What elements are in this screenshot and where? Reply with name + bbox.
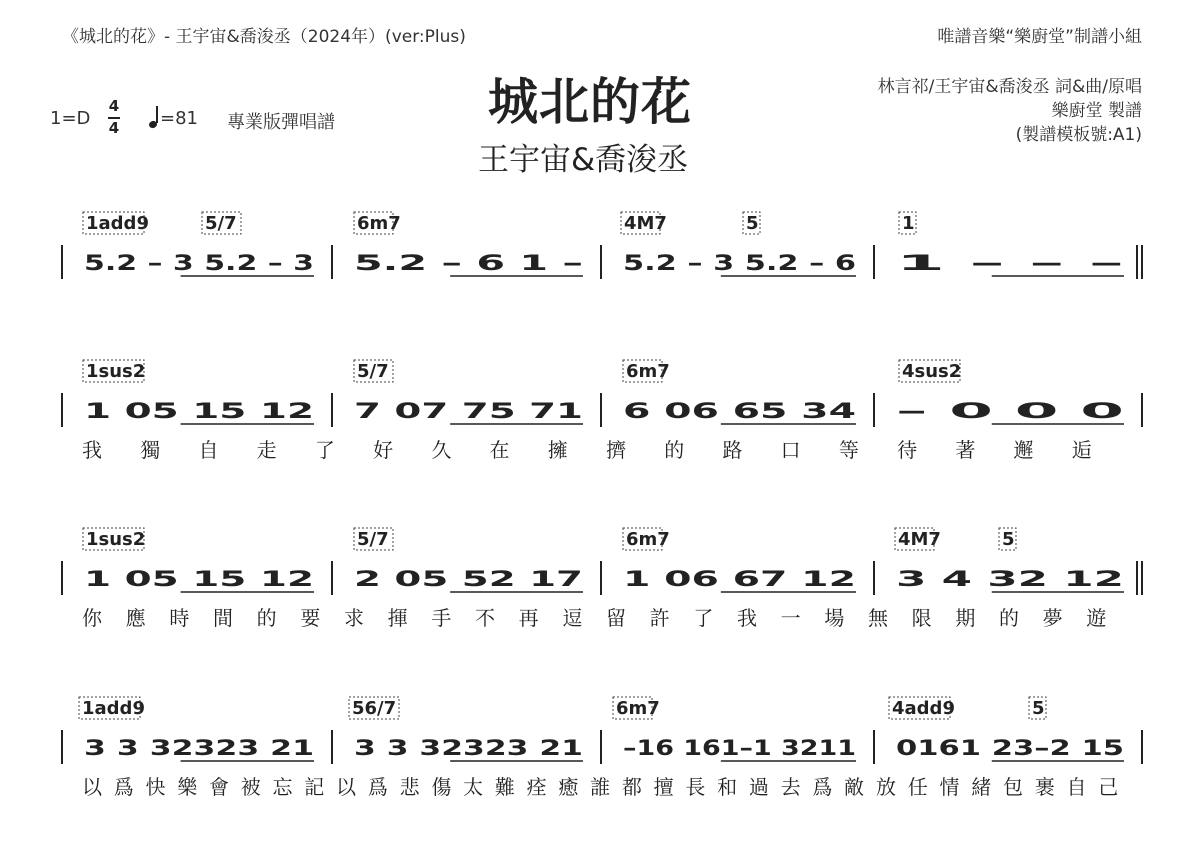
song-title: 城北的花	[488, 73, 692, 131]
chord-symbol: 5/7	[357, 529, 389, 550]
lyric-char: 了	[314, 438, 335, 462]
lyric-char: 快	[145, 775, 166, 799]
lyric-char: 著	[955, 438, 976, 462]
chord-symbol: 4sus2	[902, 361, 962, 382]
lyric-char: 要	[300, 606, 321, 630]
lyric-char: 忘	[272, 775, 293, 799]
lyric-char: 以	[336, 775, 357, 799]
lyric-char: 逗	[562, 606, 583, 630]
measure-notes: 1 – – –	[896, 251, 1124, 275]
measure-notes: – 0 0 0	[896, 399, 1124, 423]
chord-symbol: 56/7	[352, 698, 397, 719]
chord-symbol: 6m7	[626, 529, 670, 550]
lyric-char: 走	[256, 438, 277, 462]
lyric-char: 太	[463, 775, 484, 799]
lyric-char: 擅	[653, 775, 674, 799]
time-signature-top: 4	[108, 97, 120, 115]
chord-symbol: 4M7	[624, 213, 667, 234]
lyric-char: 手	[431, 606, 452, 630]
lyric-char: 自	[198, 438, 219, 462]
chord-symbol: 1sus2	[86, 361, 146, 382]
lyric-char: 會	[209, 775, 230, 799]
lyric-char: 再	[518, 606, 539, 630]
chord-symbol: 5	[746, 213, 759, 234]
edition-label: 專業版彈唱譜	[227, 112, 335, 133]
lyric-char: 不	[475, 606, 495, 630]
chord-symbol: 5/7	[357, 361, 389, 382]
lyric-char: 長	[685, 775, 706, 799]
measure-notes: 3 3 32323 21	[84, 736, 314, 760]
lyric-char: 去	[780, 775, 801, 799]
lyric-char: 了	[693, 606, 714, 630]
lyric-char: 自	[1066, 775, 1087, 799]
lyric-char: 求	[344, 606, 364, 630]
lyric-char: 期	[955, 606, 976, 630]
chord-symbol: 1	[902, 213, 915, 234]
credit-line-3: (製譜模板號:A1)	[1015, 125, 1142, 145]
measure-notes: 0161 23–2 15	[896, 736, 1124, 760]
lyric-char: 包	[1002, 775, 1023, 799]
lyric-char: 口	[780, 438, 801, 462]
lyric-char: 擠	[606, 438, 626, 462]
lyric-char: 邂	[1013, 438, 1034, 462]
lyric-char: 限	[911, 606, 932, 630]
lyric-char: 爲	[113, 775, 134, 799]
lyric-char: 一	[780, 606, 801, 630]
lyric-char: 我	[737, 606, 757, 630]
chord-symbol: 5/7	[205, 213, 237, 234]
lyric-char: 緒	[971, 775, 992, 799]
measure-notes: 6 06 65 34	[623, 399, 856, 423]
lyric-char: 悲	[399, 775, 420, 799]
lyric-char: 好	[373, 438, 394, 462]
lyric-char: 爲	[812, 775, 833, 799]
lyric-char: 無	[868, 606, 888, 630]
measure-notes: 3 3 32323 21	[354, 736, 583, 760]
lyric-char: 以	[82, 775, 102, 799]
lyric-char: 任	[907, 775, 928, 799]
lyric-char: 你	[82, 606, 102, 630]
lyric-char: 的	[999, 606, 1019, 630]
lyric-char: 傷	[431, 775, 452, 799]
lyric-char: 敵	[844, 775, 865, 799]
chord-symbol: 1add9	[82, 698, 145, 719]
lyric-char: 獨	[140, 438, 161, 462]
lyric-char: 在	[489, 438, 510, 462]
lyric-char: 樂	[177, 775, 198, 799]
lyric-char: 待	[897, 438, 918, 462]
time-signature-bottom: 4	[108, 119, 120, 137]
lyric-char: 放	[875, 775, 896, 799]
lyric-char: 裹	[1034, 775, 1055, 799]
key-signature: 1=D	[50, 108, 91, 129]
lyric-char: 時	[169, 606, 190, 630]
lyric-char: 癒	[558, 775, 579, 799]
header-left: 《城北的花》- 王宇宙&喬浚丞（2024年）(ver:Plus)	[62, 27, 466, 47]
lyric-char: 許	[649, 606, 670, 630]
measure-notes: 1 05 15 12	[84, 399, 314, 423]
measure-notes: 5.2 – 3 5.2 – 3	[84, 251, 314, 275]
lyric-char: 被	[240, 775, 261, 799]
singers: 王宇宙&喬浚丞	[478, 142, 689, 178]
lyric-char: 和	[717, 775, 738, 799]
lyric-char: 痊	[526, 775, 547, 799]
credit-line-1: 林言祁/王宇宙&喬浚丞 詞&曲/原唱	[877, 77, 1142, 97]
lyric-char: 留	[606, 606, 626, 630]
chord-symbol: 5	[1002, 529, 1015, 550]
measure-notes: 7 07 75 71	[354, 399, 583, 423]
measure-notes: 5.2 – 6 1 –	[354, 251, 583, 275]
chord-symbol: 6m7	[357, 213, 401, 234]
lyric-char: 等	[838, 438, 859, 462]
lyric-char: 己	[1098, 775, 1119, 799]
measure-notes: 1 05 15 12	[84, 567, 314, 591]
lyric-char: 逅	[1071, 438, 1092, 462]
header-right: 唯譜音樂“樂廚堂”制譜小組	[937, 27, 1142, 47]
chord-symbol: 1add9	[86, 213, 149, 234]
lyric-char: 難	[494, 775, 515, 799]
measure-notes: 3 4 32 12	[896, 567, 1124, 591]
lyric-char: 應	[125, 606, 146, 630]
chord-symbol: 4add9	[892, 698, 955, 719]
lyric-char: 誰	[590, 775, 611, 799]
measure-notes: –16 161–1 3211	[623, 736, 856, 760]
lyric-char: 遊	[1086, 606, 1107, 630]
lyric-char: 久	[431, 438, 452, 462]
tempo: =81	[160, 108, 198, 129]
lyric-char: 間	[213, 606, 233, 630]
chord-symbol: 1sus2	[86, 529, 146, 550]
measure-notes: 1 06 67 12	[623, 567, 856, 591]
chord-symbol: 4M7	[898, 529, 941, 550]
lyric-char: 場	[824, 606, 845, 630]
lyric-char: 記	[304, 775, 325, 799]
chord-symbol: 5	[1032, 698, 1045, 719]
credit-line-2: 樂廚堂 製譜	[1051, 101, 1142, 121]
lyric-char: 情	[939, 775, 960, 799]
chord-symbol: 6m7	[626, 361, 670, 382]
lyric-char: 過	[748, 775, 769, 799]
lyric-char: 揮	[387, 606, 408, 630]
lyric-char: 都	[621, 775, 642, 799]
lyric-char: 的	[256, 606, 277, 630]
lyric-char: 爲	[367, 775, 388, 799]
lyric-char: 擁	[547, 438, 568, 462]
lyric-char: 我	[82, 438, 102, 462]
measure-notes: 5.2 – 3 5.2 – 6	[623, 251, 856, 275]
lyric-char: 夢	[1042, 606, 1063, 630]
measure-notes: 2 05 52 17	[354, 567, 583, 591]
lyric-char: 路	[722, 438, 743, 462]
lyric-char: 的	[664, 438, 685, 462]
chord-symbol: 6m7	[616, 698, 660, 719]
